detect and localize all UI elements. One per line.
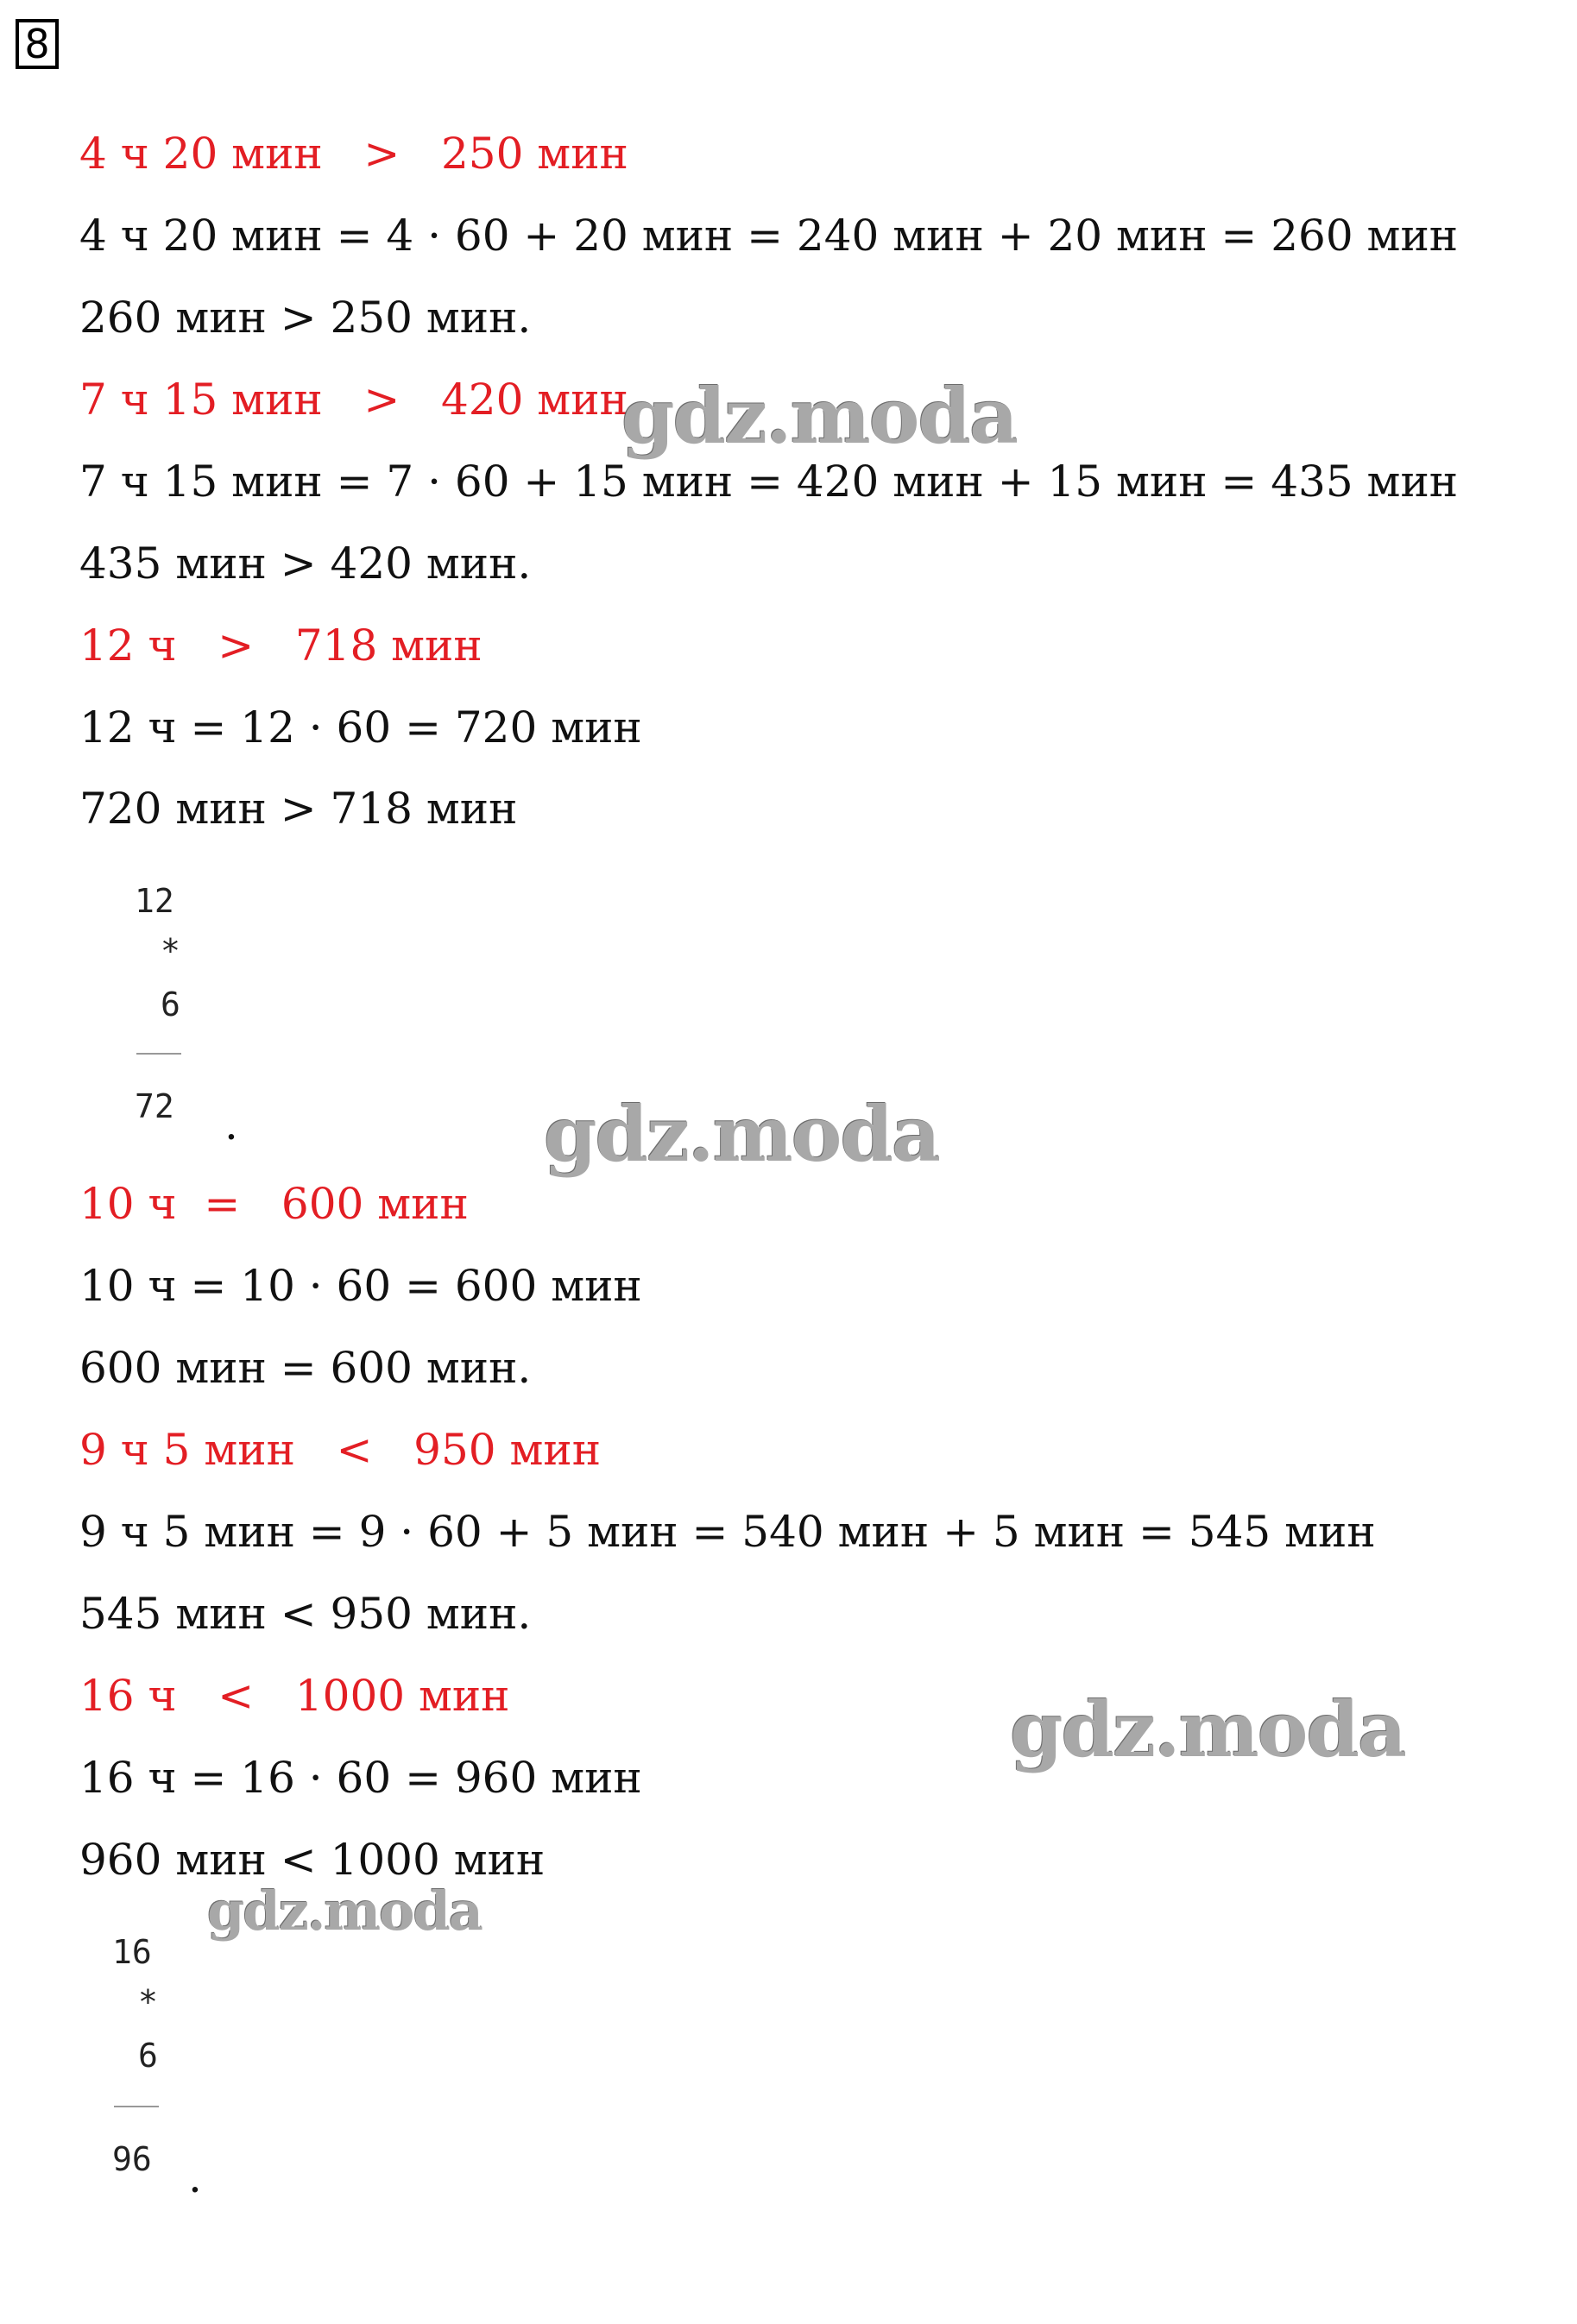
product: 72: [135, 1087, 174, 1125]
result-line: 260 мин > 250 мин.: [79, 293, 532, 343]
watermark: gdz.moda: [207, 1880, 482, 1943]
product: 96: [112, 2140, 152, 2178]
watermark: gdz.moda: [1010, 1685, 1406, 1774]
solution-line: 16 ч = 16 · 60 = 960 мин: [79, 1753, 642, 1803]
comparison-line: 16 ч < 1000 мин: [79, 1671, 510, 1721]
result-line: 960 мин < 1000 мин: [79, 1835, 546, 1885]
multiplier: 6: [161, 986, 180, 1023]
comparison-line: 10 ч = 600 мин: [79, 1179, 469, 1229]
period: .: [188, 2152, 202, 2202]
multiplicand: 16: [112, 1933, 152, 1971]
result-line: 545 мин < 950 мин.: [79, 1589, 532, 1639]
sum-line: [114, 2106, 159, 2107]
comparison-line: 4 ч 20 мин > 250 мин: [79, 129, 628, 179]
solution-line: 12 ч = 12 · 60 = 720 мин: [79, 702, 642, 753]
watermark: gdz.moda: [544, 1089, 940, 1179]
result-line: 435 мин > 420 мин.: [79, 538, 532, 589]
solution-line: 4 ч 20 мин = 4 · 60 + 20 мин = 240 мин + 20 мин = 260 мин: [79, 211, 1459, 261]
sum-line: [136, 1053, 181, 1055]
solution-line: 9 ч 5 мин = 9 · 60 + 5 мин = 540 мин + 5 мин = 545 мин: [79, 1507, 1376, 1557]
multiplier: 6: [138, 2037, 158, 2075]
comparison-line: 7 ч 15 мин > 420 мин: [79, 375, 628, 425]
watermark: gdz.moda: [621, 371, 1018, 461]
result-line: 720 мин > 718 мин: [79, 784, 518, 834]
multiplicand: 12: [135, 882, 174, 920]
comparison-line: 9 ч 5 мин < 950 мин: [79, 1425, 602, 1475]
period: .: [224, 1099, 238, 1149]
comparison-line: 12 ч > 718 мин: [79, 620, 483, 671]
task-number: 8: [16, 19, 59, 69]
multiply-sign: *: [138, 1983, 158, 2021]
solution-line: 10 ч = 10 · 60 = 600 мин: [79, 1261, 642, 1311]
multiply-sign: *: [161, 932, 180, 970]
result-line: 600 мин = 600 мин.: [79, 1343, 532, 1393]
solution-line: 7 ч 15 мин = 7 · 60 + 15 мин = 420 мин + 15 мин = 435 мин: [79, 457, 1459, 507]
